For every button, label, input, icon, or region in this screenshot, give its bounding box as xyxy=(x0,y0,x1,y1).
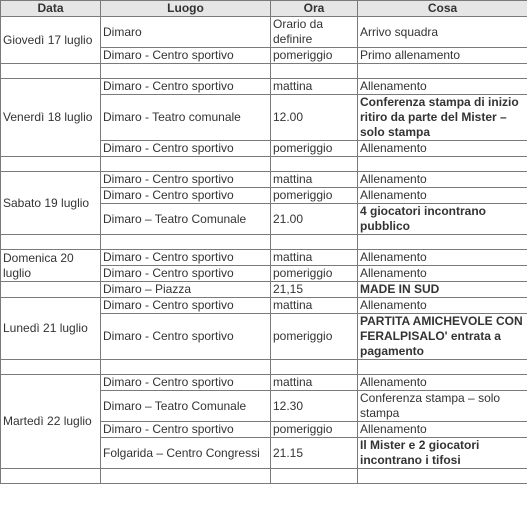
day-label: Venerdì 18 luglio xyxy=(1,79,101,157)
spacer-row xyxy=(1,157,527,172)
table-row xyxy=(1,250,527,266)
ora-cell: pomeriggio xyxy=(271,48,358,64)
day-label: Martedì 22 luglio xyxy=(1,375,101,469)
cosa-cell: Allenamento xyxy=(358,422,527,438)
ora-cell: mattina xyxy=(271,79,358,95)
luogo-cell: Dimaro - Centro sportivo xyxy=(101,48,271,64)
cosa-cell: Allenamento xyxy=(358,375,527,391)
spacer-row xyxy=(1,360,527,375)
day-label: Domenica 20 luglio xyxy=(1,250,101,282)
header-data: Data xyxy=(1,1,101,17)
cosa-cell: Allenamento xyxy=(358,298,527,314)
luogo-cell: Folgarida – Centro Congressi xyxy=(101,438,271,469)
cosa-cell: Allenamento xyxy=(358,141,527,157)
luogo-cell: Dimaro - Centro sportivo xyxy=(101,298,271,314)
luogo-cell: Dimaro - Centro sportivo xyxy=(101,266,271,282)
cosa-cell: Allenamento xyxy=(358,188,527,204)
table-row xyxy=(1,282,527,298)
luogo-cell: Dimaro – Piazza xyxy=(101,282,271,298)
cosa-cell: Primo allenamento xyxy=(358,48,527,64)
ora-cell: mattina xyxy=(271,298,358,314)
luogo-cell: Dimaro - Centro sportivo xyxy=(101,250,271,266)
cosa-cell: MADE IN SUD xyxy=(358,282,527,298)
ora-cell: pomeriggio xyxy=(271,314,358,360)
spacer-row xyxy=(1,235,527,250)
header-row xyxy=(1,1,527,17)
cosa-cell: 4 giocatori incontrano pubblico xyxy=(358,204,527,235)
luogo-cell: Dimaro - Teatro comunale xyxy=(101,95,271,141)
cosa-cell: PARTITA AMICHEVOLE CON FERALPISALO' entrata a pagamento xyxy=(358,314,527,360)
ora-cell: 12.00 xyxy=(271,95,358,141)
spacer-row xyxy=(1,64,527,79)
ora-cell: mattina xyxy=(271,172,358,188)
luogo-cell: Dimaro - Centro sportivo xyxy=(101,141,271,157)
cosa-cell: Allenamento xyxy=(358,172,527,188)
ora-cell: 21,15 xyxy=(271,282,358,298)
luogo-cell: Dimaro – Teatro Comunale xyxy=(101,204,271,235)
ora-cell: pomeriggio xyxy=(271,422,358,438)
table-row xyxy=(1,172,527,188)
ora-cell: pomeriggio xyxy=(271,266,358,282)
ora-cell: Orario da definire xyxy=(271,17,358,48)
ora-cell: 12.30 xyxy=(271,391,358,422)
blank-cell xyxy=(1,282,101,298)
header-luogo: Luogo xyxy=(101,1,271,17)
header-ora: Ora xyxy=(271,1,358,17)
ora-cell: pomeriggio xyxy=(271,188,358,204)
day-label: Sabato 19 luglio xyxy=(1,172,101,235)
ora-cell: mattina xyxy=(271,375,358,391)
luogo-cell: Dimaro - Centro sportivo xyxy=(101,172,271,188)
spacer-row xyxy=(1,469,527,484)
table-row xyxy=(1,298,527,314)
luogo-cell: Dimaro xyxy=(101,17,271,48)
day-label: Giovedì 17 luglio xyxy=(1,17,101,64)
cosa-cell: Allenamento xyxy=(358,266,527,282)
ora-cell: pomeriggio xyxy=(271,141,358,157)
luogo-cell: Dimaro - Centro sportivo xyxy=(101,422,271,438)
luogo-cell: Dimaro - Centro sportivo xyxy=(101,188,271,204)
table-row xyxy=(1,375,527,391)
luogo-cell: Dimaro - Centro sportivo xyxy=(101,314,271,360)
day-label: Lunedì 21 luglio xyxy=(1,298,101,360)
luogo-cell: Dimaro - Centro sportivo xyxy=(101,79,271,95)
cosa-cell: Allenamento xyxy=(358,79,527,95)
table-row xyxy=(1,17,527,48)
luogo-cell: Dimaro - Centro sportivo xyxy=(101,375,271,391)
cosa-cell: Il Mister e 2 giocatori incontrano i tifosi xyxy=(358,438,527,469)
cosa-cell: Conferenza stampa di inizio ritiro da parte del Mister – solo stampa xyxy=(358,95,527,141)
ora-cell: 21.00 xyxy=(271,204,358,235)
cosa-cell: Arrivo squadra xyxy=(358,17,527,48)
ora-cell: mattina xyxy=(271,250,358,266)
luogo-cell: Dimaro – Teatro Comunale xyxy=(101,391,271,422)
header-cosa: Cosa xyxy=(358,1,527,17)
cosa-cell: Allenamento xyxy=(358,250,527,266)
table-row xyxy=(1,79,527,95)
ora-cell: 21.15 xyxy=(271,438,358,469)
cosa-cell: Conferenza stampa – solo stampa xyxy=(358,391,527,422)
